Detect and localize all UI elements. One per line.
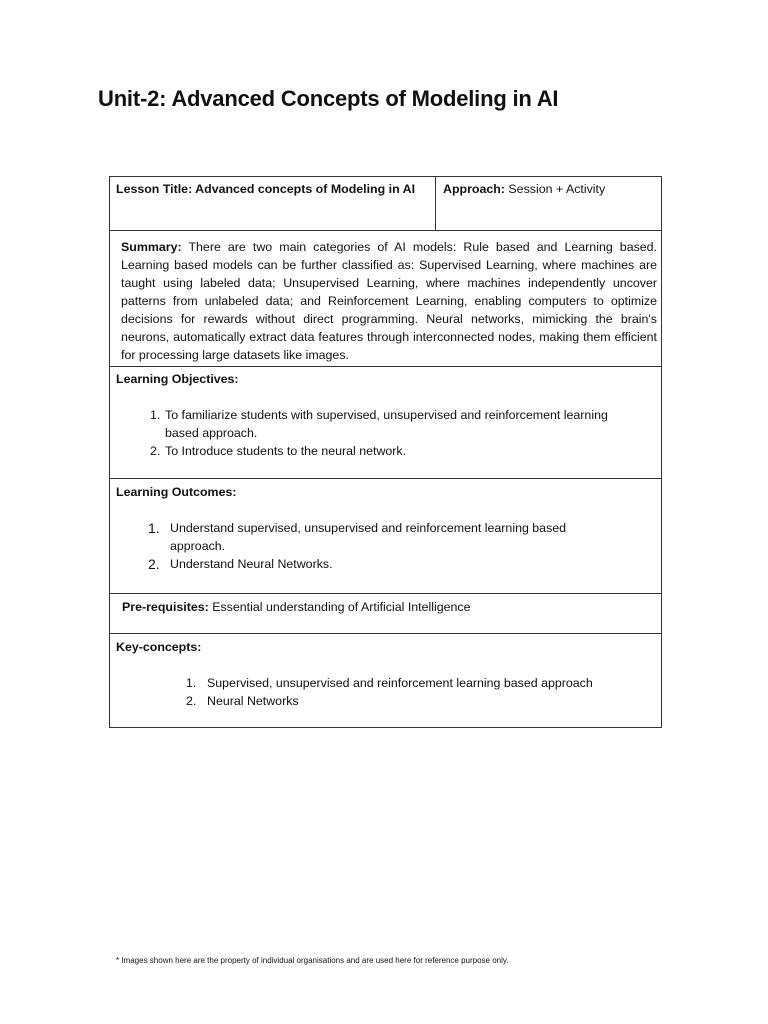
- footnote: * Images shown here are the property of individual organisations and are used here for reference purpose only.: [116, 956, 509, 965]
- lesson-plan-table: [109, 176, 662, 728]
- list-text: To Introduce students to the neural network.: [165, 444, 407, 458]
- learning-objectives-list: [116, 406, 655, 460]
- list-number: 2.: [148, 556, 160, 572]
- learning-objectives-row: [110, 367, 661, 479]
- list-text: To familiarize students with supervised, unsupervised and reinforcement learning based approach.: [165, 408, 608, 440]
- prerequisites-row: [110, 594, 661, 634]
- list-text: Understand Neural Networks.: [170, 557, 333, 571]
- page-title: Unit-2: Advanced Concepts of Modeling in AI: [98, 86, 559, 111]
- approach-value: Session + Activity: [508, 182, 606, 196]
- key-concepts-list: [116, 674, 655, 710]
- lesson-title: Lesson Title: Advanced concepts of Modeling in AI: [110, 177, 436, 230]
- list-text: Supervised, unsupervised and reinforcement learning based approach: [207, 676, 593, 690]
- list-text: Understand supervised, unsupervised and reinforcement learning based approach.: [170, 521, 567, 553]
- list-number: 1.: [148, 520, 160, 536]
- learning-objectives-heading: Learning Objectives:: [116, 372, 239, 386]
- prerequisites-label: Pre-requisites:: [122, 600, 209, 614]
- list-item: [148, 519, 655, 555]
- list-number: 1.: [186, 676, 197, 690]
- learning-outcomes-heading: Learning Outcomes:: [116, 485, 237, 499]
- learning-outcomes-list: [116, 519, 655, 573]
- summary-text: There are two main categories of AI models: Rule based and Learning based. Learning based models can be further classified as: Supervised Learning, where machines are taught using labeled data; Unsupervised Learning, where machines independently uncover patterns from unlabeled data; and Reinforcement Learning, enabling computers to optimize decisions for rewards without direct programming. Neural networks, mimicking the brain's neurons, automatically extract data features through interconnected nodes, making them efficient for processing large datasets like images.: [121, 240, 658, 362]
- list-item: [186, 674, 655, 692]
- learning-outcomes-row: [110, 479, 661, 594]
- summary-label: Summary:: [121, 240, 182, 254]
- list-item: [150, 406, 655, 442]
- approach-label: Approach:: [443, 182, 505, 196]
- key-concepts-heading: Key-concepts:: [116, 640, 202, 654]
- list-number: 2.: [150, 444, 161, 458]
- list-item: [148, 555, 655, 573]
- key-concepts-row: [110, 634, 661, 727]
- lesson-header-row: [110, 177, 661, 231]
- list-number: 2.: [186, 694, 197, 708]
- list-item: [150, 442, 655, 460]
- list-item: [186, 692, 655, 710]
- approach-cell: [436, 177, 661, 230]
- list-number: 1.: [150, 408, 161, 422]
- prerequisites-text: Essential understanding of Artificial Intelligence: [212, 600, 471, 614]
- list-text: Neural Networks: [207, 694, 299, 708]
- summary-row: [110, 231, 661, 367]
